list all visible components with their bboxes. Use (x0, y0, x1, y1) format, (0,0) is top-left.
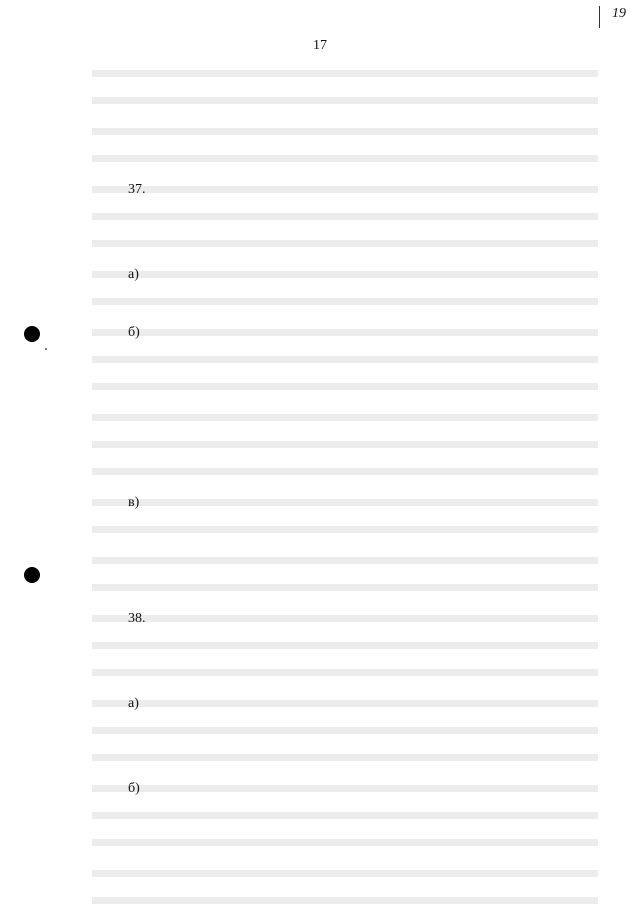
paragraph (92, 775, 598, 856)
paragraph (92, 319, 598, 400)
paragraph (92, 261, 598, 315)
paragraph-number: 38. (128, 611, 146, 626)
paragraph (92, 404, 598, 485)
paragraph (92, 118, 598, 172)
margin-rule (599, 6, 600, 28)
paragraph-number: а) (128, 267, 139, 282)
paragraph (92, 60, 598, 114)
body-text (92, 60, 598, 918)
paragraph-number: в) (128, 495, 140, 510)
paragraph (92, 547, 598, 601)
paragraph (92, 690, 598, 771)
paragraph (92, 605, 598, 686)
paragraph (92, 860, 598, 914)
paragraph-number: 37. (128, 182, 146, 197)
punch-hole (24, 326, 40, 342)
handwritten-page-number: 19 (612, 6, 626, 21)
page-number: 17 (313, 38, 327, 53)
scan-speck (45, 348, 47, 350)
paragraph-number: б) (128, 325, 140, 340)
paragraph (92, 489, 598, 543)
paragraph-number: а) (128, 696, 139, 711)
punch-hole (24, 567, 40, 583)
paragraph-number: б) (128, 781, 140, 796)
paragraph (92, 176, 598, 257)
